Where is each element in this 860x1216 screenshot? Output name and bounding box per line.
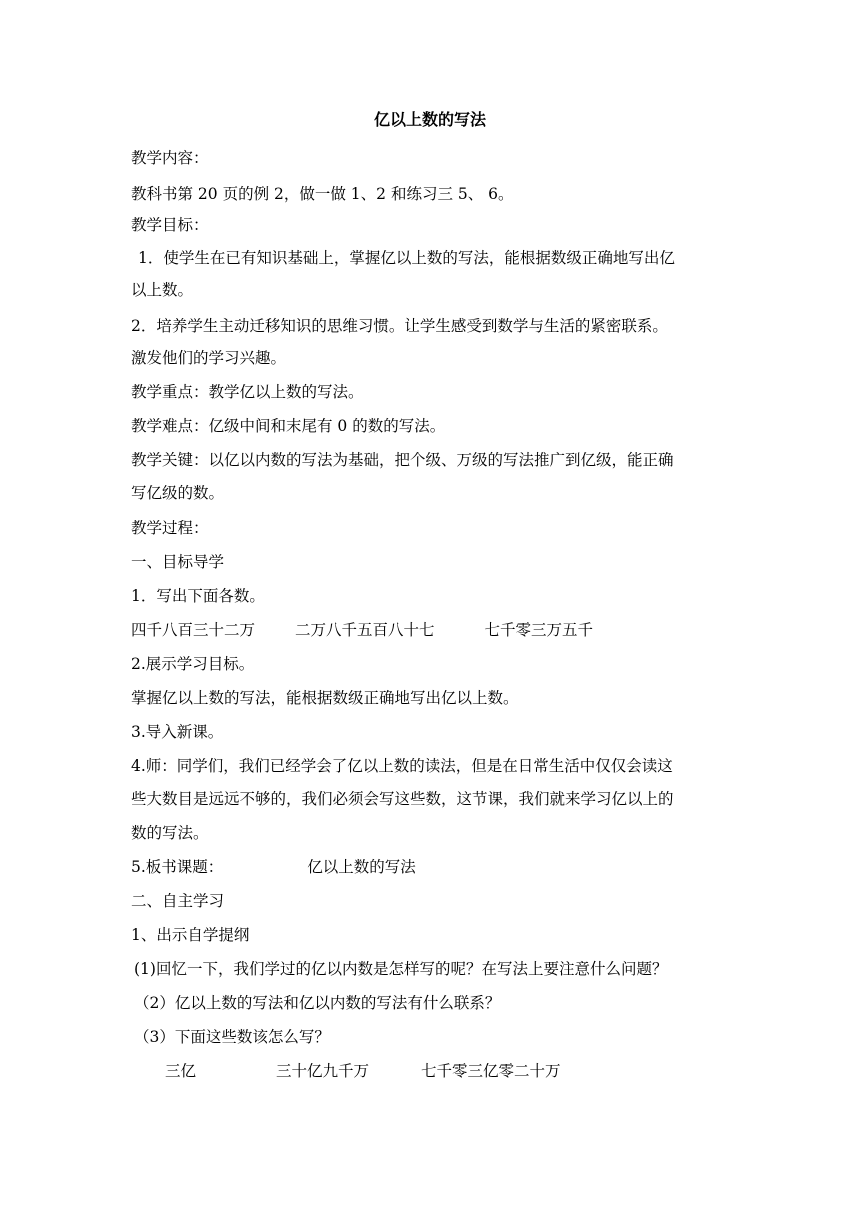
section-1-item-4-line-2: 些大数目是远远不够的，我们必须会写这些数，这节课，我们就来学习亿以上的: [131, 790, 674, 808]
content-text: 教科书第 20 页的例 2，做一做 1、2 和练习三 5、 6。: [131, 185, 514, 203]
item-5-title: 亿以上数的写法: [307, 858, 416, 876]
number-list-1: [131, 618, 593, 642]
goals-label: 教学目标：: [131, 216, 209, 234]
section-1-item-1: 1．写出下面各数。: [131, 587, 265, 605]
section-1-heading: 一、目标导学: [131, 553, 225, 571]
goal-1-line-1: 1．使学生在已有知识基础上，掌握亿以上数的写法，能根据数级正确地写出亿: [138, 249, 675, 267]
number-item: 三十亿九千万: [276, 1062, 370, 1080]
section-1-item-2: 2.展示学习目标。: [131, 655, 255, 673]
teaching-key-line-2: 写亿级的数。: [131, 484, 225, 502]
section-1-item-5: [131, 855, 416, 879]
section-1-item-3: 3.导入新课。: [131, 723, 224, 741]
goal-1-line-2: 以上数。: [131, 281, 194, 299]
section-2-item-1: 1、出示自学提纲: [131, 926, 250, 944]
goal-2-line-1: 2．培养学生主动迁移知识的思维习惯。让学生感受到数学与生活的紧密联系。: [131, 317, 668, 335]
document-title: 亿以上数的写法: [373, 110, 486, 129]
number-item: 二万八千五百八十七: [295, 621, 435, 639]
question-1: (1)回忆一下，我们学过的亿以内数是怎样写的呢？在写法上要注意什么问题？: [134, 960, 668, 978]
question-3: （3）下面这些数该怎么写？: [134, 1028, 330, 1046]
section-1-item-2-text: 掌握亿以上数的写法，能根据数级正确地写出亿以上数。: [131, 689, 519, 707]
goal-2-line-2: 激发他们的学习兴趣。: [131, 349, 287, 367]
number-item: 七千零三万五千: [484, 621, 594, 639]
question-2: （2）亿以上数的写法和亿以内数的写法有什么联系？: [134, 994, 501, 1012]
item-5-label: 5.板书课题：: [131, 858, 224, 876]
number-item: 三亿: [165, 1062, 197, 1080]
teaching-key-line-1: 教学关键：以亿以内数的写法为基础，把个级、万级的写法推广到亿级，能正确: [131, 451, 674, 469]
content-label: 教学内容：: [131, 149, 209, 167]
number-item: 七千零三亿零二十万: [421, 1062, 561, 1080]
teaching-focus: 教学重点：教学亿以上数的写法。: [131, 383, 364, 401]
number-list-2: [165, 1059, 561, 1083]
section-1-item-4-line-1: 4.师：同学们，我们已经学会了亿以上数的读法，但是在日常生活中仅仅会读这: [131, 757, 673, 775]
section-1-item-4-line-3: 数的写法。: [131, 824, 209, 842]
section-2-heading: 二、自主学习: [131, 892, 225, 910]
number-item: 四千八百三十二万: [131, 621, 256, 639]
process-label: 教学过程：: [131, 519, 209, 537]
teaching-difficulty: 教学难点：亿级中间和末尾有 0 的数的写法。: [131, 417, 446, 435]
